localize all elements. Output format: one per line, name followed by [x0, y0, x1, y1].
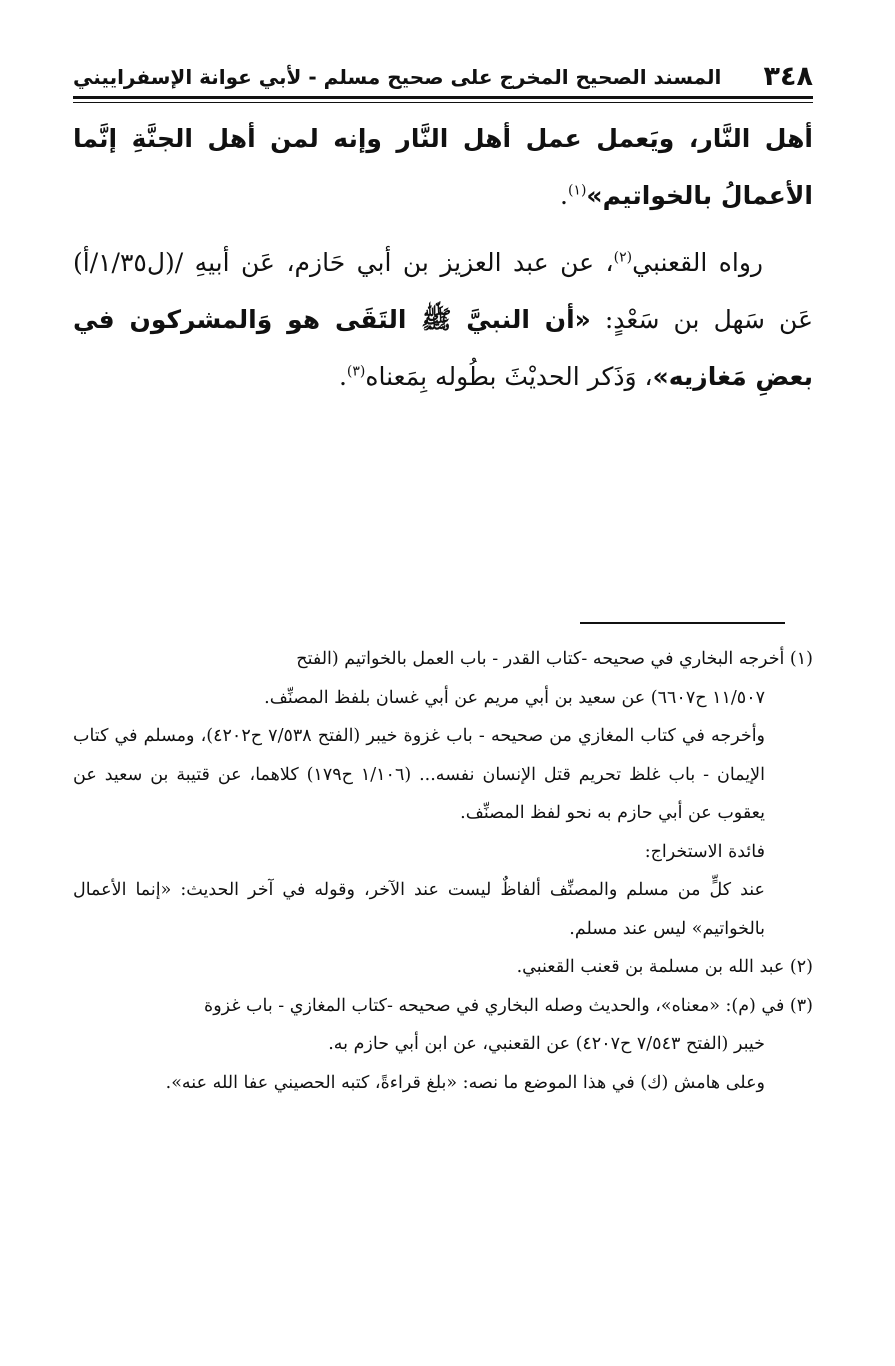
footnote-1	[73, 640, 813, 717]
header-rule-thin	[73, 102, 813, 103]
footnote-3-line-1: (٣) في (م): «معناه»، والحديث وصله البخاري في صحيحه -كتاب المغازي - باب غزوة	[204, 995, 813, 1016]
page-header	[73, 60, 813, 94]
footnote-1-line-2: ١١/٥٠٧ ح٦٦٠٧) عن سعيد بن أبي مريم عن أبي غسان بلفظ المصنِّف.	[264, 687, 765, 708]
footnote-ref-2[interactable]: (٢)	[613, 249, 633, 266]
footnote-2: (٢) عبد الله بن مسلمة بن قعنب القعنبي.	[516, 957, 813, 977]
paragraph-1-end: .	[560, 181, 568, 210]
hadith-text: أهل النَّار، ويَعمل عمل أهل النَّار وإنه لمن أهل الجنَّةِ إنَّما الأعمالُ بالخواتيم»	[73, 124, 813, 210]
footnote-3-para-2: وعلى هامش (ك) في هذا الموضع ما نصه: «بلغ قراءةً، كتبه الحصيني عفا الله عنه».	[165, 1072, 765, 1093]
footnote-ref-1[interactable]: (١)	[567, 182, 587, 199]
footnote-1-para-3: فائدة الاستخراج:	[644, 841, 765, 862]
header-rule-thick	[73, 96, 813, 99]
running-title: المسند الصحيح المخرج على صحيح مسلم - لأبي عوانة الإسفراييني	[73, 65, 722, 89]
paragraph-2-end: .	[338, 362, 347, 391]
footnote-3	[73, 987, 813, 1064]
isnad-text-c: ، وَذَكر الحديْثَ بطُوله بِمَعناه	[365, 362, 653, 391]
footnote-1-line-1: (١) أخرجه البخاري في صحيحه -كتاب القدر - باب العمل بالخواتيم (الفتح	[296, 649, 813, 669]
page-number: ٣٤٨	[763, 61, 813, 92]
matn-text: «أن النبيَّ ﷺ التَقَى هو وَالمشركون في بعضِ مَغازيه»	[73, 305, 813, 391]
paragraph-1	[73, 110, 813, 224]
isnad-text-b: ، عن عبد العزيز بن أبي حَازم، عَن أبيهِ /(ل١/٣٥/أ) عَن سَهل بن سَعْدٍ:	[73, 248, 813, 334]
main-text	[73, 110, 813, 405]
footnote-ref-3[interactable]: (٣)	[346, 363, 366, 380]
footnote-1-para-2: وأخرجه في كتاب المغازي من صحيحه - باب غزوة خيبر (الفتح ٧/٥٣٨ ح٤٢٠٢)، ومسلم في كتاب الإيمان - باب غلظ تحريم قتل الإنسان نفسه... (١/١٠٦ ح١٧٩) كلاهما، عن قتيبة بن سعيد عن يعقوب عن أبي حازم به نحو لفظ المصنِّف.	[73, 726, 766, 823]
footnote-3-line-2: خيبر (الفتح ٧/٥٤٣ ح٤٢٠٧) عن القعنبي، عن ابن أبي حازم به.	[328, 1034, 765, 1054]
isnad-text-a: رواه القعنبي	[632, 248, 763, 277]
footnote-1-para-4: عند كلٍّ من مسلم والمصنِّف ألفاظٌ ليست عند الآخر، وقوله في آخر الحديث: «إنما الأعمال بالخواتيم» ليس عند مسلم.	[73, 880, 765, 939]
paragraph-2	[73, 234, 813, 405]
footnote-separator	[580, 622, 785, 624]
footnotes	[73, 640, 813, 1102]
